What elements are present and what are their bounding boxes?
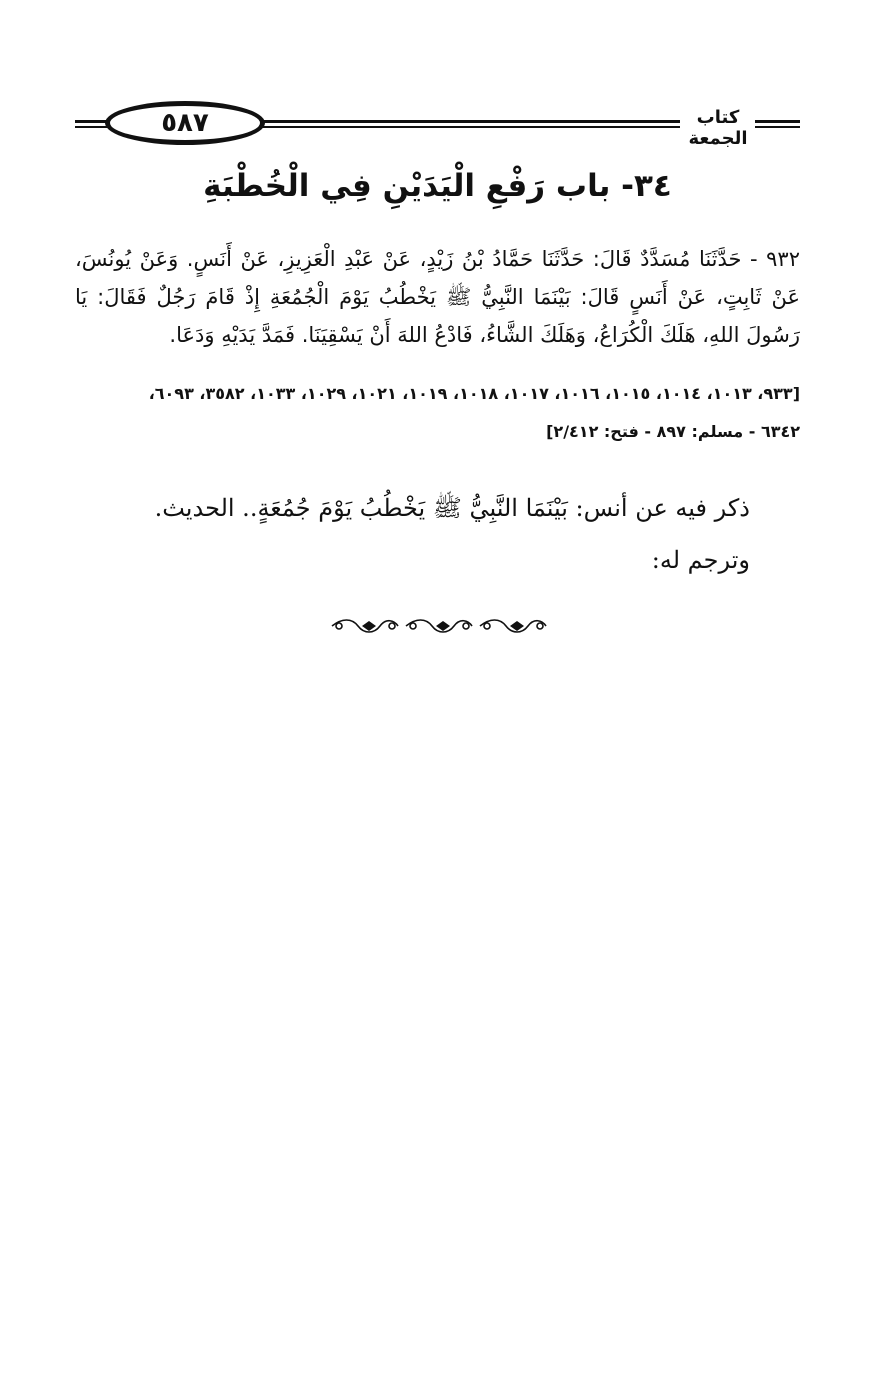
references-line-1: [٩٣٣، ١٠١٣، ١٠١٤، ١٠١٥، ١٠١٦، ١٠١٧، ١٠١٨، ١٠١٩، ١٠٢١، ١٠٢٩، ١٠٣٣، ٣٥٨٢، ٦٠٩٣،: [148, 384, 800, 403]
page-header: [75, 95, 800, 155]
hadith-references: [75, 375, 800, 451]
header-rule-middle: [260, 118, 680, 130]
commentary-line-1: ذكر فيه عن أنس: بَيْنَمَا النَّبِيُّ ﷺ يَخْطُبُ يَوْمَ جُمُعَةٍ.. الحديث.: [154, 494, 750, 522]
hadith-text: ٩٣٢ - حَدَّثَنَا مُسَدَّدٌ قَالَ: حَدَّثَنَا حَمَّادُ بْنُ زَيْدٍ، عَنْ عَبْدِ الْعَزِيزِ، عَنْ أَنَسٍ. وَعَنْ يُونُسَ، عَنْ ثَابِتٍ، عَنْ أَنَسٍ قَالَ: بَيْنَمَا النَّبِيُّ ﷺ يَخْطُبُ يَوْمَ الْجُمُعَةِ إِذْ قَامَ رَجُلٌ فَقَالَ: يَا رَسُولَ اللهِ، هَلَكَ الْكُرَاعُ، وَهَلَكَ الشَّاءُ، فَادْعُ اللهَ أَنْ يَسْقِيَنَا. فَمَدَّ يَدَيْهِ وَدَعَا.: [75, 247, 800, 347]
running-title: كتاب الجمعة: [688, 107, 748, 149]
page-number-badge: [105, 101, 265, 145]
chapter-heading: ٣٤- باب رَفْعِ الْيَدَيْنِ فِي الْخُطْبَةِ: [203, 168, 672, 204]
commentary-line-2: وترجم له:: [651, 546, 750, 574]
page-number: ٥٨٧: [161, 108, 209, 138]
section-divider-ornament: [328, 612, 550, 640]
header-rule-right: [755, 118, 800, 130]
references-line-2: ٦٣٤٢ - مسلم: ٨٩٧ - فتح: ٢/٤١٢]: [546, 422, 800, 441]
commentary: [75, 482, 750, 586]
